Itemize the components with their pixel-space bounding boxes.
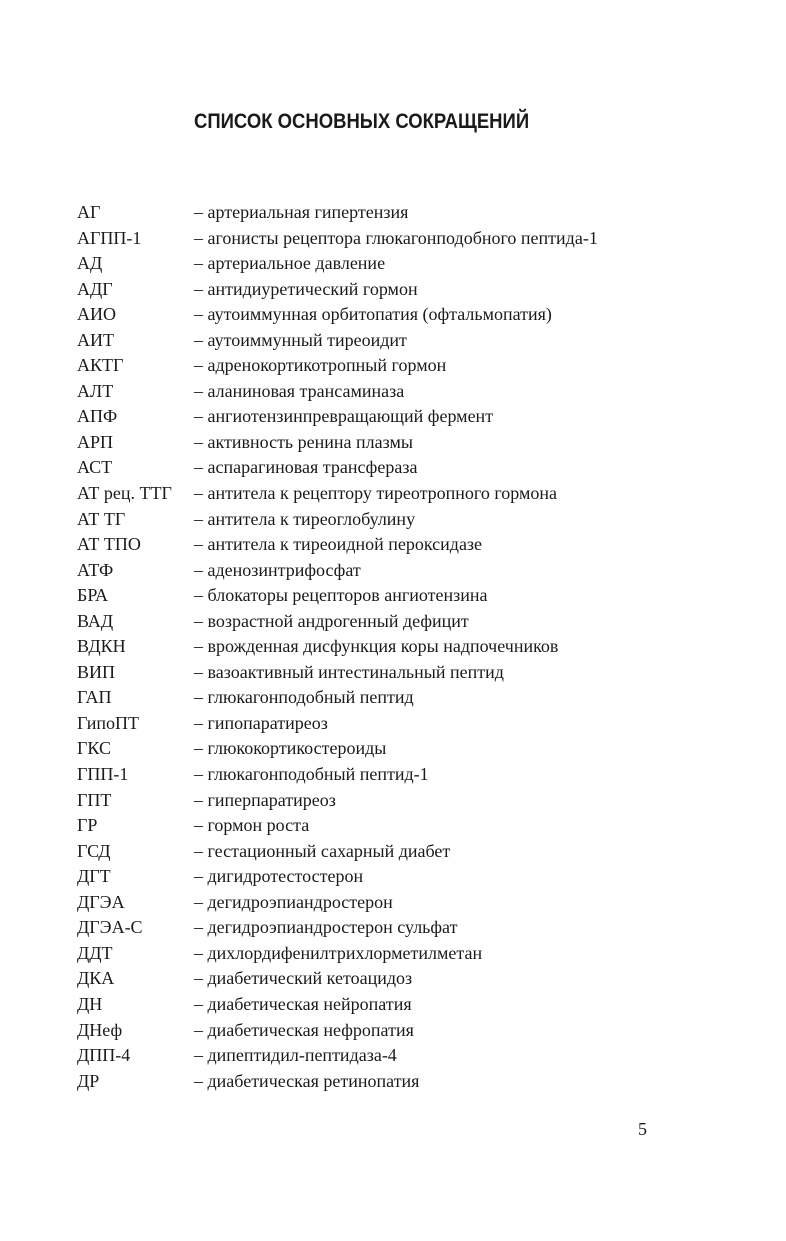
abbreviation-definition: – артериальное давление [194, 253, 386, 274]
list-item [77, 941, 697, 967]
list-item [77, 481, 697, 507]
list-item [77, 532, 697, 558]
list-item [77, 609, 697, 635]
list-item [77, 890, 697, 916]
abbreviation-term: ДПП-4 [77, 1045, 131, 1066]
abbreviation-definition: – аутоиммунная орбитопатия (офтальмопатия) [194, 304, 552, 325]
list-item [77, 302, 697, 328]
abbreviation-term: ДГЭА-С [77, 917, 143, 938]
abbreviation-term: ВИП [77, 661, 116, 682]
abbreviation-term: АЛТ [77, 380, 114, 401]
list-item [77, 353, 697, 379]
abbreviation-definition: – глюкокортикостероиды [194, 738, 387, 759]
abbreviation-definition: – аденозинтрифосфат [194, 559, 361, 580]
list-item [77, 507, 697, 533]
list-item [77, 226, 697, 252]
abbreviation-term: БРА [77, 585, 109, 606]
abbreviation-term: АПФ [77, 406, 118, 427]
abbreviation-definition: – дипептидил-пептидаза-4 [194, 1045, 397, 1066]
page-title: СПИСОК ОСНОВНЫХ СОКРАЩЕНИЙ [194, 109, 530, 133]
list-item [77, 736, 697, 762]
list-item [77, 634, 697, 660]
abbreviation-definition: – дигидротестостерон [194, 866, 364, 887]
list-item [77, 1018, 697, 1044]
abbreviation-definition: – активность ренина плазмы [194, 431, 413, 452]
abbreviation-definition: – диабетическая нефропатия [194, 1019, 414, 1040]
abbreviation-term: ГКС [77, 738, 111, 759]
abbreviation-term: ГСД [77, 840, 111, 861]
abbreviation-term: ГипоПТ [77, 712, 139, 733]
abbreviation-definition: – антитела к тиреоглобулину [194, 508, 416, 529]
abbreviation-term: ВАД [77, 610, 114, 631]
list-item [77, 200, 697, 226]
list-item [77, 1043, 697, 1069]
abbreviation-definition: – диабетическая нейропатия [194, 993, 412, 1014]
abbreviation-definition: – аланиновая трансаминаза [194, 380, 405, 401]
abbreviation-definition: – адренокортикотропный гормон [194, 355, 447, 376]
abbreviation-term: ДНеф [77, 1019, 123, 1040]
list-item [77, 379, 697, 405]
list-item [77, 711, 697, 737]
abbreviation-term: АИО [77, 304, 116, 325]
abbreviation-term: ГПП-1 [77, 764, 129, 785]
abbreviation-term: ВДКН [77, 636, 126, 657]
list-item [77, 455, 697, 481]
list-item [77, 1069, 697, 1095]
abbreviation-definition: – антитела к рецептору тиреотропного гормона [194, 483, 558, 504]
list-item [77, 430, 697, 456]
list-item [77, 915, 697, 941]
abbreviation-definition: – гормон роста [194, 815, 310, 836]
abbreviation-term: АГПП-1 [77, 227, 142, 248]
abbreviation-definition: – возрастной андрогенный дефицит [194, 610, 469, 631]
list-item [77, 839, 697, 865]
abbreviation-term: ГАП [77, 687, 112, 708]
abbreviation-term: АТ рец. ТТГ [77, 483, 172, 504]
list-item [77, 966, 697, 992]
list-item [77, 251, 697, 277]
abbreviation-definition: – агонисты рецептора глюкагонподобного пептида-1 [194, 227, 598, 248]
list-item [77, 788, 697, 814]
list-item [77, 813, 697, 839]
list-item [77, 404, 697, 430]
abbreviation-term: АСТ [77, 457, 113, 478]
abbreviation-term: ДДТ [77, 942, 113, 963]
list-item [77, 328, 697, 354]
list-item [77, 685, 697, 711]
abbreviation-definition: – дегидроэпиандростерон сульфат [194, 917, 458, 938]
abbreviation-term: АГ [77, 202, 101, 222]
abbreviation-definition: – диабетическая ретинопатия [194, 1070, 420, 1091]
abbreviation-term: ГПТ [77, 789, 112, 810]
abbreviation-definition: – дегидроэпиандростерон [194, 891, 393, 912]
abbreviation-term: ДН [77, 993, 103, 1014]
abbreviation-term: АРП [77, 431, 114, 452]
abbreviation-definition: – артериальная гипертензия [194, 202, 409, 222]
abbreviation-definition: – диабетический кетоацидоз [194, 968, 413, 989]
abbreviation-definition: – аутоиммунный тиреоидит [194, 329, 407, 350]
abbreviation-term: АИТ [77, 329, 114, 350]
list-item [77, 992, 697, 1018]
list-item [77, 583, 697, 609]
abbreviation-term: АДГ [77, 278, 113, 299]
abbreviation-definition: – аспарагиновая трансфераза [194, 457, 418, 478]
list-item [77, 660, 697, 686]
list-item [77, 558, 697, 584]
abbreviation-definition: – гипопаратиреоз [194, 712, 328, 733]
abbreviation-term: ДГТ [77, 866, 111, 887]
abbreviation-term: АКТГ [77, 355, 124, 376]
abbreviation-definition: – дихлордифенилтрихлорметилметан [194, 942, 483, 963]
abbreviation-definition: – гестационный сахарный диабет [194, 840, 451, 861]
abbreviation-term: АТ ТПО [77, 534, 141, 555]
abbreviation-definition: – врожденная дисфункция коры надпочечников [194, 636, 559, 657]
abbreviation-term: ГР [77, 815, 98, 836]
abbreviation-term: ДР [77, 1070, 100, 1091]
abbreviation-definition: – глюкагонподобный пептид-1 [194, 764, 429, 785]
abbreviation-list [77, 200, 697, 1094]
abbreviation-definition: – ангиотензинпревращающий фермент [194, 406, 494, 427]
abbreviation-term: АТ ТГ [77, 508, 126, 529]
abbreviation-term: АД [77, 253, 103, 274]
abbreviation-term: ДГЭА [77, 891, 125, 912]
list-item [77, 864, 697, 890]
abbreviation-definition: – гиперпаратиреоз [194, 789, 336, 810]
abbreviation-term: АТФ [77, 559, 114, 580]
abbreviation-term: ДКА [77, 968, 115, 989]
page-number: 5 [638, 1119, 647, 1139]
abbreviation-definition: – глюкагонподобный пептид [194, 687, 414, 708]
abbreviation-definition: – вазоактивный интестинальный пептид [194, 661, 504, 682]
abbreviation-definition: – блокаторы рецепторов ангиотензина [194, 585, 488, 606]
abbreviation-definition: – антитела к тиреоидной пероксидазе [194, 534, 483, 555]
list-item [77, 762, 697, 788]
list-item [77, 277, 697, 303]
abbreviation-definition: – антидиуретический гормон [194, 278, 418, 299]
